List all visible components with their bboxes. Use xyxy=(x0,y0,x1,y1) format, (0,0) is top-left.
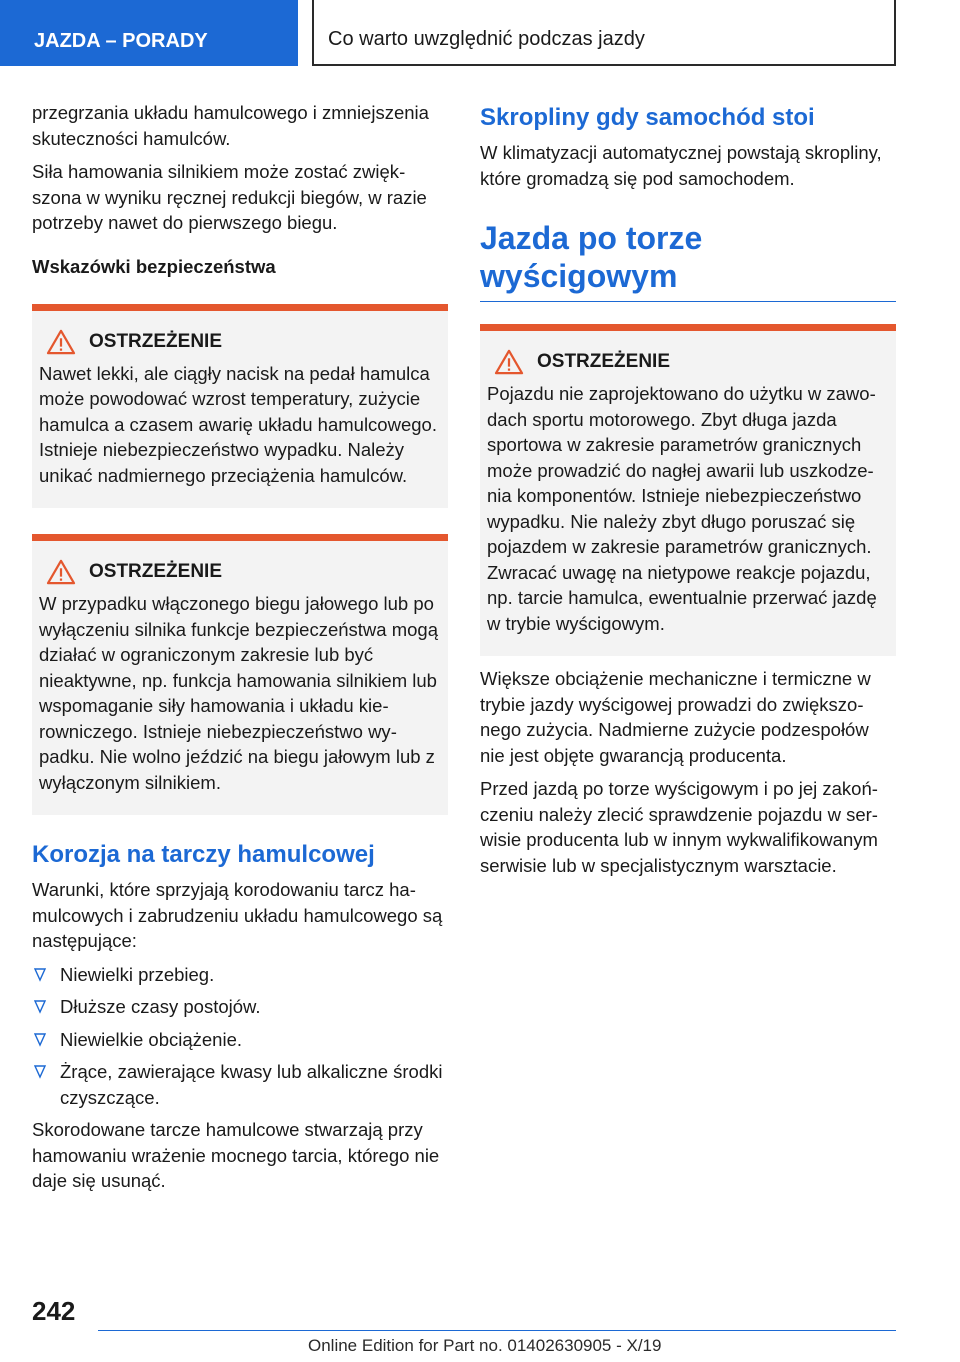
warning-title: OSTRZEŻENIE xyxy=(537,351,671,372)
warning-title: OSTRZEŻENIE xyxy=(89,330,223,352)
triangle-bullet-icon xyxy=(34,968,46,982)
intro-paragraph: przegrzania układu hamulcowego i zmniejszenia skuteczności hamulców. xyxy=(32,102,429,149)
warning-text: Pojazdu nie zaprojektowano do użytku w zawodach sportu motorowego. Zbyt długa jazda sportowa w zakresie parametrów granicznych może prowadzić do nagłej awarii lub uszkodzenia komponentów. Istnieje niebezpieczeństwo wypadku. Nie należy zbyt długo poruszać się pojazdem w zakresie parametrów granicznych. Zwracać uwagę na nietypowe reakcje pojazdu, np. tarcie hamulca, ewentualnie przerwać jazdę w trybie wyścigowym. xyxy=(487,383,877,634)
warning-text: W przypadku włączonego biegu jałowego lub po wyłączeniu silnika funkcje bezpieczeństwa mogą działać w ograniczonym zakresie lub być nieaktywne, np. funkcja hamowania silnikiem lub wspomaganie siły hamowania i układu kierowniczego. Istnieje niebezpieczeństwo wypadku. Nie wolno jeździć na biegu jałowym lub z wyłączonym silnikiem. xyxy=(39,593,438,793)
triangle-bullet-icon xyxy=(34,1033,46,1047)
corrosion-intro: Warunki, które sprzyjają korodowaniu tarcz hamulcowych i zabrudzeniu układu hamulcowego są następujące: xyxy=(32,879,443,951)
list-item: Niewielki przebieg. xyxy=(32,962,448,988)
warning-triangle-icon xyxy=(45,559,77,585)
track-heading-block xyxy=(480,219,896,302)
warning-box-race-track xyxy=(480,324,896,656)
safety-heading: Wskazówki bezpieczeństwa xyxy=(32,255,276,277)
left-column xyxy=(32,100,448,1202)
warning-title: OSTRZEŻENIE xyxy=(89,561,223,582)
corrosion-conditions-list xyxy=(32,962,448,1111)
list-item: Dłuższe czasy postojów. xyxy=(32,994,448,1020)
section-tab: JAZDA – PORADY xyxy=(0,0,298,66)
triangle-bullet-icon xyxy=(34,1065,46,1079)
warning-text: Nawet lekki, ale ciągły nacisk na pedał hamulca może powodować wzrost temperatury, zużycie hamulca a czasem awarię układu hamulcowego. Istnieje niebezpieczeństwo wypadku. Należy unikać nadmiernego przeciążenia hamulców. xyxy=(39,362,437,486)
page-header xyxy=(0,0,960,66)
condensate-heading: Skropliny gdy samochód stoi xyxy=(480,104,815,131)
page-number: 242 xyxy=(32,1296,76,1326)
triangle-bullet-icon xyxy=(34,1000,46,1014)
footer-divider xyxy=(98,1330,896,1331)
condensate-text: W klimatyzacji automatycznej powstają skropliny, które gromadzą się pod samochodem. xyxy=(480,142,882,189)
chapter-title: Co warto uwzględnić podczas jazdy xyxy=(312,0,896,66)
right-column xyxy=(480,100,896,886)
warning-triangle-icon xyxy=(493,349,525,375)
track-heading: Jazda po torze wyścigowym xyxy=(480,220,703,294)
warning-box-brake-pressure xyxy=(32,304,448,509)
list-item: Żrące, zawierające kwasy lub alkaliczne środki czyszczące. xyxy=(32,1059,448,1110)
list-item: Niewielkie obciążenie. xyxy=(32,1027,448,1053)
warning-triangle-icon xyxy=(45,329,77,355)
track-paragraph-wear: Większe obciążenie mechaniczne i termiczne w trybie jazdy wyścigowej prowadzi do zwiększonego zużycia. Nadmierne zużycie podzespołów nie jest objęte gwarancją producenta. xyxy=(480,668,871,766)
corrosion-heading: Korozja na tarczy hamulcowej xyxy=(32,841,375,868)
track-paragraph-inspection: Przed jazdą po torze wyścigowym i po jej zakończeniu należy zlecić sprawdzenie pojazdu w serwisie producenta lub w innym wykwalifikowanym serwisie lub w specjalistycznym warsztacie. xyxy=(480,778,878,876)
warning-box-neutral-gear xyxy=(32,534,448,815)
engine-braking-paragraph: Siła hamowania silnikiem może zostać zwiększona w wyniku ręcznej redukcji biegów, w razie potrzeby nawet do pierwszego biegu. xyxy=(32,161,427,233)
edition-footer: Online Edition for Part no. 01402630905 - X/19 xyxy=(308,1336,662,1355)
corrosion-outro: Skorodowane tarcze hamulcowe stwarzają przy hamowaniu wrażenie mocnego tarcia, którego nie daje się usunąć. xyxy=(32,1119,440,1191)
